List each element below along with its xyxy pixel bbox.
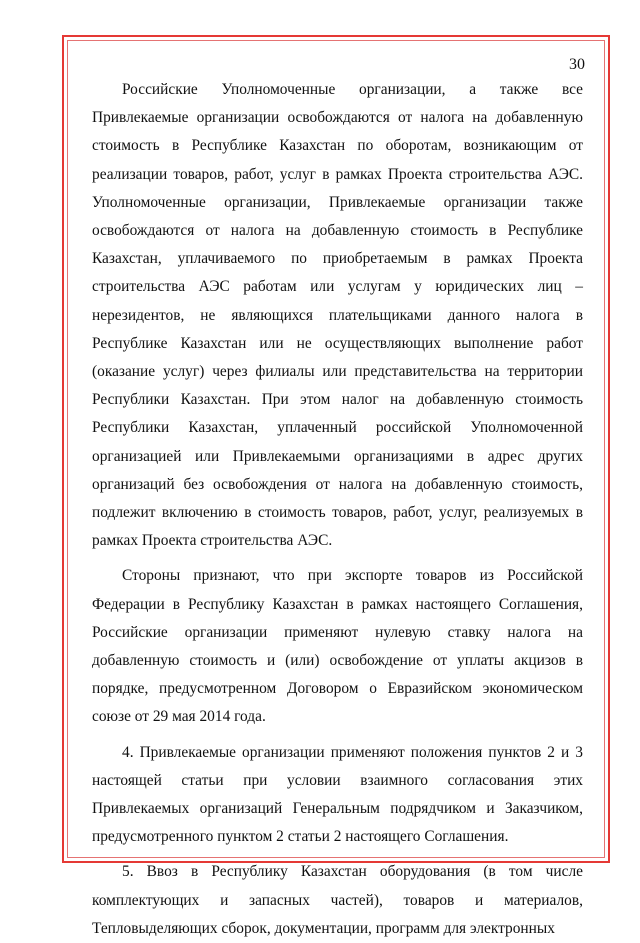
page-number: 30 [569,56,585,73]
paragraph-export-zero-rate: Стороны признают, что при экспорте товаров из Российской Федерации в Республику Казахстан в рамках настоящего Соглашения, Российские организации применяют нулевую ставку налога на добавленную стоимость и (или) освобождение от уплаты акцизов в порядке, предусмотренном Договором о Евразийском экономическом союзе от 29 мая 2014 года. [92,567,583,726]
paragraph-item-4: 4. Привлекаемые организации применяют положения пунктов 2 и 3 настоящей статьи при условии взаимного согласования этих Привлекаемых организаций Генеральным подрядчиком и Заказчиком, предусмотренного пунктом 2 статьи 2 настоящего Соглашения. [92,743,583,846]
paragraph-item-5: 5. Ввоз в Республику Казахстан оборудования (в том числе комплектующих и запасных частей), товаров и материалов, Тепловыделяющих сборок, документации, программ для электронных [92,863,583,937]
paragraph-vat-exemption: Российские Уполномоченные организации, а также все Привлекаемые организации освобождаются от налога на добавленную стоимость в Республике Казахстан по оборотам, возникающим от реализации товаров, работ, услуг в рамках Проекта строительства АЭС. Уполномоченные организации, Привлекаемые организации также освобождаются от налога на добавленную стоимость в Республике Казахстан, уплачиваемого по приобретаемым в рамках Проекта строительства АЭС работам или услугам у юридических лиц – нерезидентов, не являющихся плательщиками данного налога в Республике Казахстан или не осуществляющих выполнение работ (оказание услуг) через филиалы или представительства на территории Республики Казахстан. При этом налог на добавленную стоимость Республики Казахстан, уплаченный российской Уполномоченной организацией или Привлекаемыми организациями в адрес других организаций без освобождения от налога на добавленную стоимость, подлежит включению в стоимость товаров, работ, услуг, реализуемых в рамках Проекта строительства АЭС. [92,81,583,550]
document-body [92,76,583,943]
